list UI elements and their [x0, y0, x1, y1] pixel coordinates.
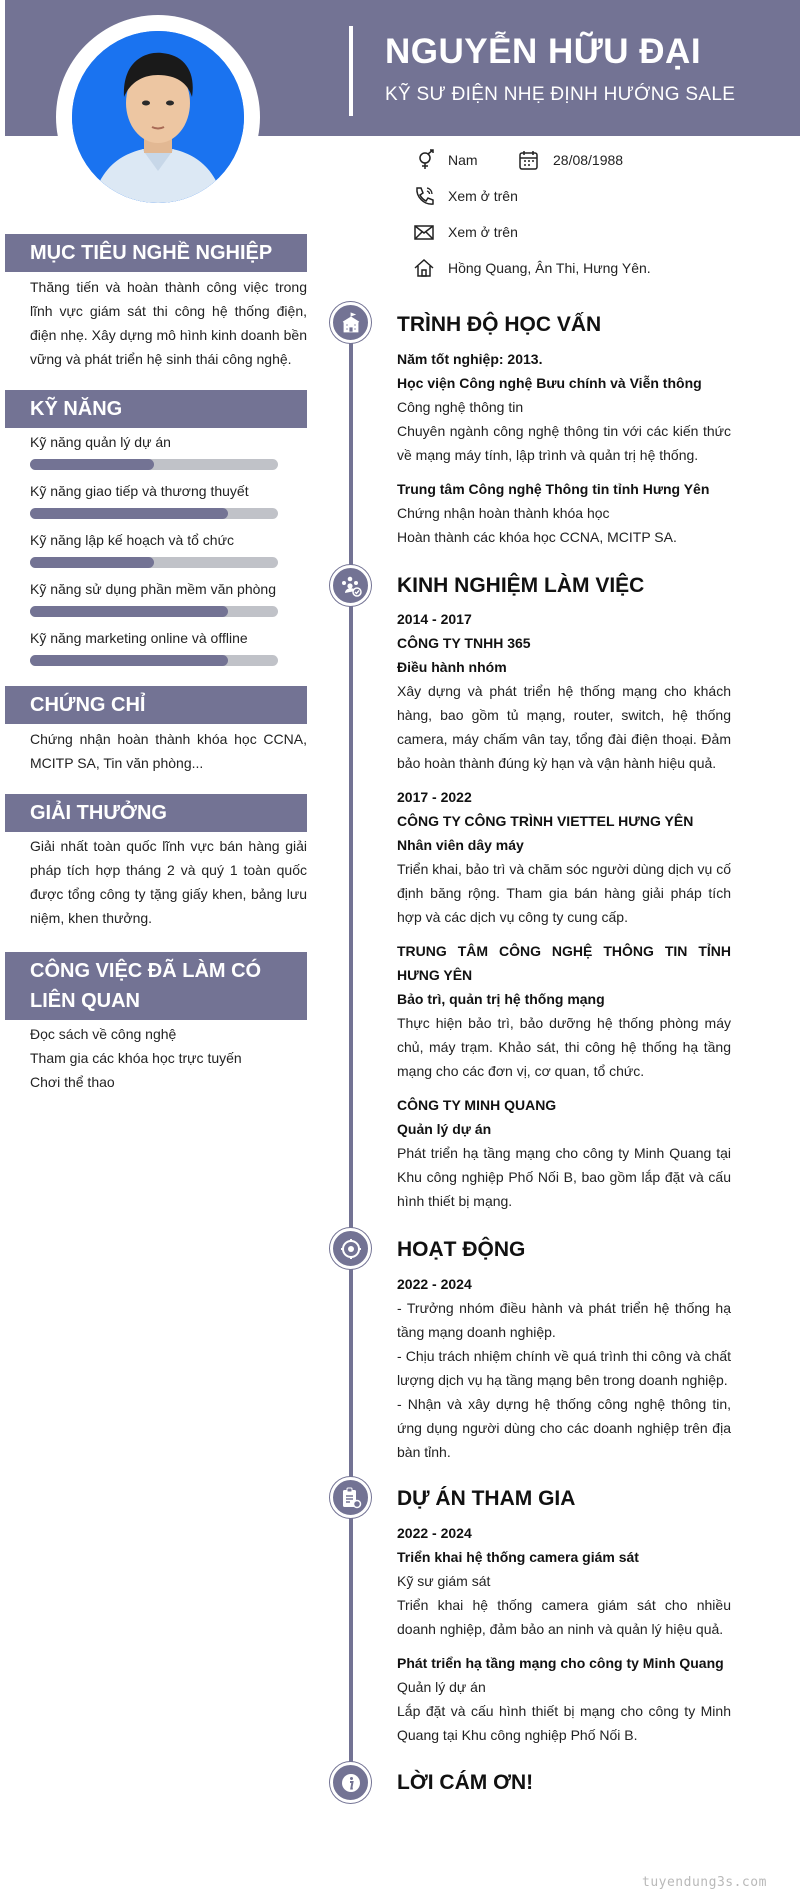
skill-item	[30, 579, 280, 617]
calendar-icon	[518, 149, 540, 171]
school-name: Trung tâm Công nghệ Thông tin tỉnh Hưng Yên	[397, 481, 710, 497]
skill-label: Kỹ năng sử dụng phần mềm văn phòng	[30, 581, 276, 597]
timeline-line	[349, 322, 353, 1790]
objective-heading: MỤC TIÊU NGHỀ NGHIỆP	[5, 234, 307, 272]
graduation-year: Năm tốt nghiệp: 2013.	[397, 351, 543, 367]
list-item: Tham gia các khóa học trực tuyến	[30, 1050, 242, 1066]
skill-label: Kỹ năng marketing online và offline	[30, 630, 248, 646]
email-text: Xem ở trên	[448, 224, 518, 240]
skill-bar-fill	[30, 459, 154, 470]
activities-content	[397, 1272, 731, 1464]
thanks-heading: LỜI CÁM ƠN!	[397, 1771, 534, 1794]
skill-bar-fill	[30, 557, 154, 568]
company-name: TRUNG TÂM CÔNG NGHỆ THÔNG TIN TỈNH HƯNG YÊN	[397, 943, 731, 983]
related-work-heading: CÔNG VIỆC ĐÃ LÀM CÓ LIÊN QUAN	[5, 952, 307, 1020]
job-period: 2017 - 2022	[397, 789, 472, 805]
contact-birthday	[518, 149, 623, 171]
school-major: Công nghệ thông tin	[397, 399, 524, 415]
experience-icon	[330, 565, 371, 606]
objective-text: Thăng tiến và hoàn thành công việc trong lĩnh vực giám sát thi công hệ thống điện, điện nhẹ. Xây dựng mô hình kinh doanh bền vững và phát triển hệ sinh thái công nghệ.	[30, 279, 307, 367]
related-work-list	[30, 1022, 307, 1094]
skill-bar	[30, 655, 278, 666]
skill-bar-fill	[30, 655, 228, 666]
contact-address	[413, 257, 651, 279]
projects-content	[397, 1521, 731, 1747]
project-name: Triển khai hệ thống camera giám sát	[397, 1549, 639, 1565]
projects-heading: DỰ ÁN THAM GIA	[397, 1487, 576, 1510]
skill-item	[30, 628, 280, 666]
header-divider	[349, 26, 353, 116]
candidate-name: NGUYỄN HỮU ĐẠI	[385, 32, 702, 71]
job-title: KỸ SƯ ĐIỆN NHẸ ĐỊNH HƯỚNG SALE	[385, 84, 736, 105]
awards-heading: GIẢI THƯỞNG	[5, 794, 307, 832]
awards-text: Giải nhất toàn quốc lĩnh vực bán hàng giải pháp tích hợp tháng 2 và quý 1 toàn quốc được tổng công ty tặng giấy khen, bảng lưu niệm, khen thưởng.	[30, 838, 307, 926]
company-name: CÔNG TY TNHH 365	[397, 635, 531, 651]
skill-bar	[30, 557, 278, 568]
skill-bar-fill	[30, 508, 228, 519]
skill-bar-fill	[30, 606, 228, 617]
project-role: Kỹ sư giám sát	[397, 1573, 491, 1589]
skill-label: Kỹ năng giao tiếp và thương thuyết	[30, 483, 249, 499]
job-period: 2014 - 2017	[397, 611, 472, 627]
job-role: Điều hành nhóm	[397, 659, 507, 675]
contact-email	[413, 221, 518, 243]
list-item: Đọc sách về công nghệ	[30, 1026, 177, 1042]
list-item: Chơi thể thao	[30, 1074, 115, 1090]
education-icon	[330, 302, 371, 343]
certificates-text: Chứng nhận hoàn thành khóa học CCNA, MCITP SA, Tin văn phòng...	[30, 731, 307, 771]
activity-line: - Chịu trách nhiệm chính về quá trình thi công và chất lượng dịch vụ hạ tầng mạng bên trong doanh nghiệp.	[397, 1348, 731, 1388]
skill-label: Kỹ năng quản lý dự án	[30, 434, 171, 450]
phone-icon	[413, 185, 435, 207]
projects-period: 2022 - 2024	[397, 1525, 472, 1541]
skills-heading: KỸ NĂNG	[5, 390, 307, 428]
skill-item	[30, 432, 280, 470]
avatar	[72, 31, 244, 203]
education-heading: TRÌNH ĐỘ HỌC VẤN	[397, 313, 602, 336]
school-major: Chứng nhận hoàn thành khóa học	[397, 505, 610, 521]
job-desc: Thực hiện bảo trì, bảo dưỡng hệ thống phòng máy chủ, máy trạm. Khảo sát, thi công hệ thống hạ tầng mạng cho các đơn vị, cơ quan, tổ chức.	[397, 1015, 731, 1079]
school-desc: Chuyên ngành công nghệ thông tin với các kiến thức về mạng máy tính, lập trình và quản trị hệ thống.	[397, 423, 731, 463]
experience-content	[397, 607, 731, 1213]
portrait-photo	[72, 31, 244, 203]
home-icon	[413, 257, 435, 279]
company-name: CÔNG TY CÔNG TRÌNH VIETTEL HƯNG YÊN	[397, 813, 694, 829]
gender-icon	[413, 149, 435, 171]
job-desc: Phát triển hạ tầng mạng cho công ty Minh Quang tại Khu công nghiệp Phố Nối B, bao gồm lắp đặt và cấu hình thiết bị mạng.	[397, 1145, 731, 1209]
company-name: CÔNG TY MINH QUANG	[397, 1097, 557, 1113]
certificates-heading: CHỨNG CHỈ	[5, 686, 307, 724]
job-role: Quản lý dự án	[397, 1121, 492, 1137]
skill-item	[30, 530, 280, 568]
education-content	[397, 347, 731, 549]
skill-label: Kỹ năng lập kế hoạch và tổ chức	[30, 532, 234, 548]
projects-icon	[330, 1477, 371, 1518]
skill-item	[30, 481, 280, 519]
contact-phone	[413, 185, 518, 207]
project-name: Phát triển hạ tầng mạng cho công ty Minh Quang	[397, 1655, 724, 1671]
skill-bar	[30, 459, 278, 470]
activity-line: - Trưởng nhóm điều hành và phát triển hệ thống hạ tầng mạng doanh nghiệp.	[397, 1300, 731, 1340]
email-icon	[413, 221, 435, 243]
gender-text: Nam	[448, 152, 478, 168]
job-desc: Xây dựng và phát triển hệ thống mạng cho khách hàng, bao gồm tủ mạng, router, switch, hệ thống camera, máy chấm vân tay, tổng đài điện thoại. Đảm bảo hoàn thành đúng kỳ hạn và vận hành hiệu quả.	[397, 683, 731, 771]
school-desc: Hoàn thành các khóa học CCNA, MCITP SA.	[397, 529, 677, 545]
address-text: Hồng Quang, Ân Thi, Hưng Yên.	[448, 260, 651, 276]
job-role: Bảo trì, quản trị hệ thống mạng	[397, 991, 605, 1007]
school-name: Học viện Công nghệ Bưu chính và Viễn thông	[397, 375, 702, 391]
info-icon	[330, 1762, 371, 1803]
activities-icon	[330, 1228, 371, 1269]
project-desc: Triển khai hệ thống camera giám sát cho nhiều doanh nghiệp, đảm bảo an ninh và quản lý hiệu quả.	[397, 1597, 731, 1637]
activities-period: 2022 - 2024	[397, 1276, 472, 1292]
phone-text: Xem ở trên	[448, 188, 518, 204]
skill-bar	[30, 606, 278, 617]
activities-heading: HOẠT ĐỘNG	[397, 1238, 526, 1261]
activity-line: - Nhận và xây dựng hệ thống công nghệ thông tin, ứng dụng người dùng cho các doanh nghiệp trên địa bàn tỉnh.	[397, 1396, 731, 1460]
job-desc: Triển khai, bảo trì và chăm sóc người dùng dịch vụ cố định băng rộng. Tham gia bán hàng giải pháp tích hợp và các dịch vụ công ty cung cấp.	[397, 861, 731, 925]
project-desc: Lắp đặt và cấu hình thiết bị mạng cho công ty Minh Quang tại Khu công nghiệp Phố Nối B.	[397, 1703, 731, 1743]
job-role: Nhân viên dây máy	[397, 837, 524, 853]
project-role: Quản lý dự án	[397, 1679, 486, 1695]
experience-heading: KINH NGHIỆM LÀM VIỆC	[397, 574, 645, 597]
skill-bar	[30, 508, 278, 519]
contact-gender	[413, 149, 478, 171]
watermark: tuyendung3s.com	[642, 1875, 767, 1890]
birthday-text: 28/08/1988	[553, 152, 624, 168]
